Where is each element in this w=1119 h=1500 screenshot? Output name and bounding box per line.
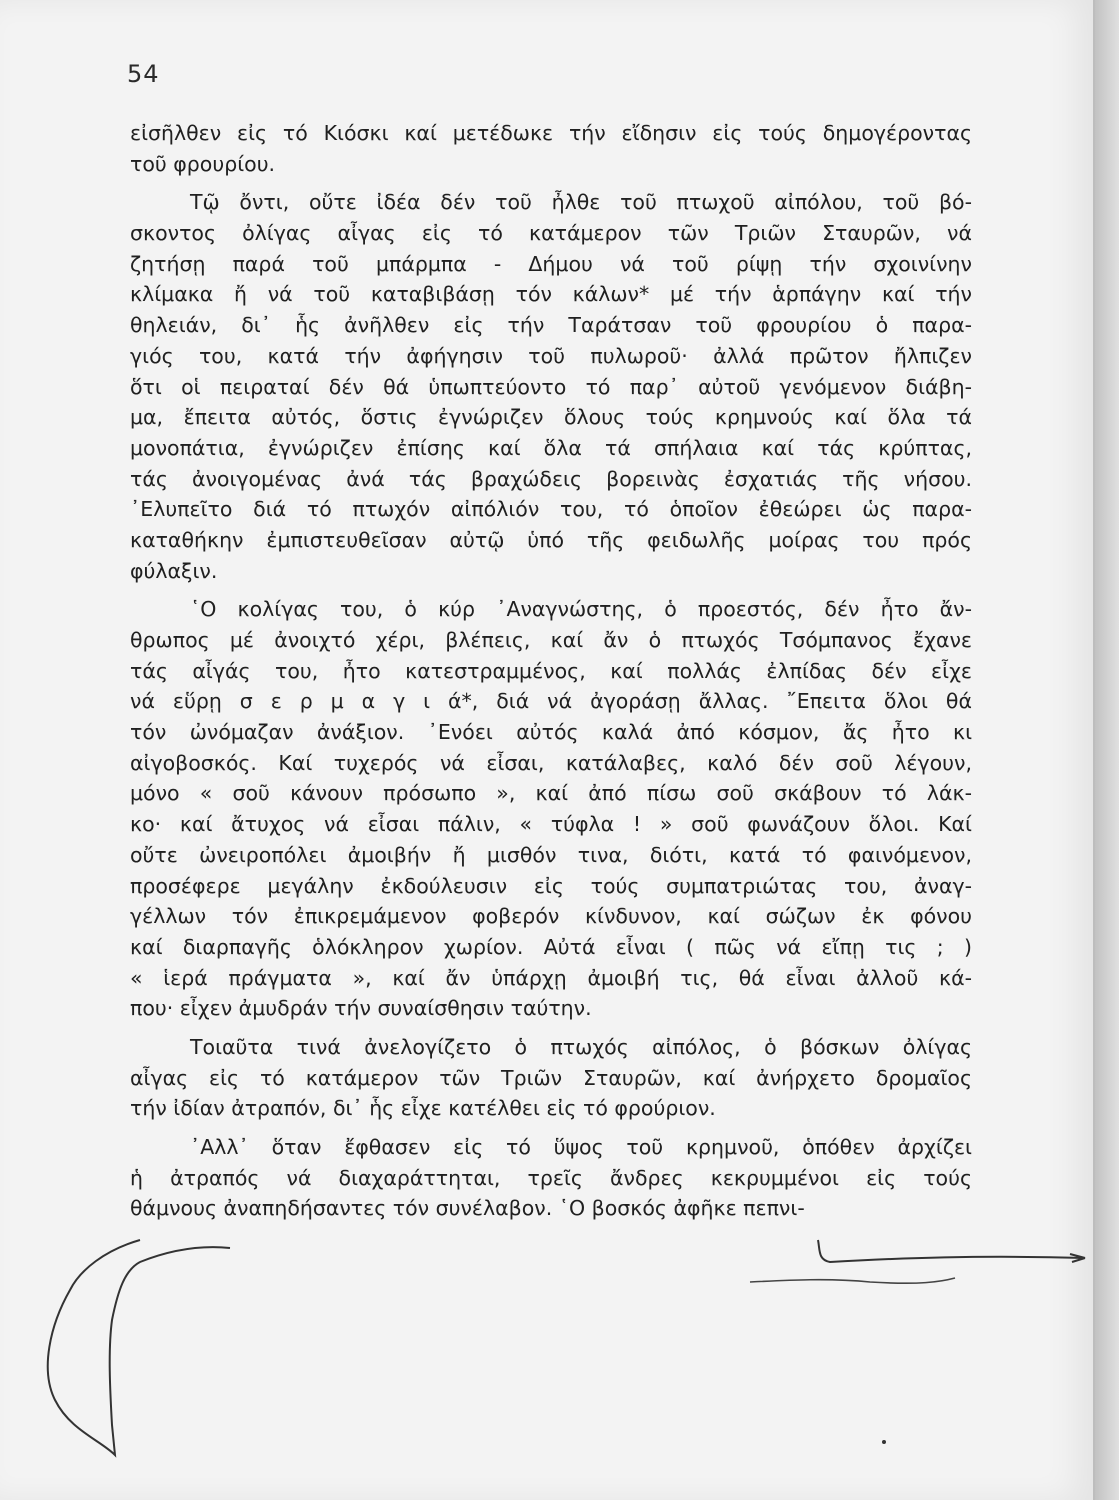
text-line: κο· καί ἄτυχος νά εἶσαι πάλιν, « τύφλα ! » σοῦ φωνάζουν ὅλοι. Καί <box>130 812 972 837</box>
text-line: φύλαξιν. <box>130 558 218 583</box>
strike-pen-stroke <box>750 1278 955 1283</box>
underline-pen-stroke <box>818 1240 1085 1262</box>
text-line: θρωπος μέ ἀνοιχτό χέρι, βλέπεις, καί ἄν ὁ πτωχός Τσόμπανος ἔχανε <box>130 628 972 652</box>
text-line: μόνο « σοῦ κάνουν πρόσωπο », καί ἀπό πίσω σοῦ σκάβουν τό λάκ- <box>130 781 972 806</box>
text-line: ᾿Αλλ᾿ ὅταν ἔφθασεν εἰς τό ὕψος τοῦ κρημνοῦ, ὁπόθεν ἀρχίζει <box>190 1135 972 1159</box>
text-line: σκοντος ὀλίγας αἶγας εἰς τό κατάμερον τῶν Τριῶν Σταυρῶν, νά <box>130 221 972 246</box>
text-line: προσέφερε μεγάλην ἐκδούλευσιν εἰς τούς συμπατριώτας του, ἀναγ- <box>130 873 972 898</box>
text-line: μα, ἔπειτα αὐτός, ὅστις ἐγνώριζεν ὅλους τούς κρημνούς καί ὅλα τά <box>130 405 972 430</box>
text-line: τάς αἶγάς του, ἦτο κατεστραμμένος, καί πολλάς ἐλπίδας δέν εἶχε <box>130 658 972 683</box>
text-line: εἰσῆλθεν εἰς τό Κιόσκι καί μετέδωκε τήν εἴδησιν εἰς τούς δημογέροντας <box>130 121 972 145</box>
text-line: κλίμακα ἤ νά τοῦ καταβιβάσῃ τόν κάλων* μέ τήν ἁρπάγην καί τήν <box>130 282 972 307</box>
paragraph-gap <box>130 1024 972 1032</box>
text-line: οὔτε ὠνειροπόλει ἀμοιβήν ἤ μισθόν τινα, διότι, κατά τό φαινόμενον, <box>130 842 972 867</box>
text-line: καταθήκην ἐμπιστευθεῖσαν αὐτῷ ὑπό τῆς φειδωλῆς μοίρας του πρός <box>130 527 972 552</box>
text-line: τήν ἰδίαν ἀτραπόν, δι᾿ ἧς εἶχε κατέλθει εἰς τό φρούριον. <box>130 1096 716 1121</box>
text-line: γέλλων τόν ἐπικρεμάμενον φοβερόν κίνδυνον, καί σώζων ἐκ φόνου <box>130 904 972 929</box>
text-line: Τοιαῦτα τινά ἀνελογίζετο ὁ πτωχός αἰπόλος, ὁ βόσκων ὀλίγας <box>190 1034 972 1059</box>
text-line: « ἱερά πράγματα », καί ἄν ὑπάρχῃ ἀμοιβή τις, θά εἶναι ἀλλοῦ κά- <box>130 965 972 990</box>
text-line: μονοπάτια, ἐγνώριζεν ἐπίσης καί ὅλα τά σπήλαια καί τάς κρύπτας, <box>130 435 972 460</box>
page-number: 54 <box>127 60 160 88</box>
text-line: που· εἶχεν ἀμυδράν τήν συναίσθησιν ταύτην. <box>130 996 592 1021</box>
text-line: γιός του, κατά τήν ἀφήγησιν τοῦ πυλωροῦ· ἀλλά πρῶτον ἤλπιζεν <box>130 343 972 368</box>
text-line: ζητήσῃ παρά τοῦ μπάρμπα - Δήμου νά τοῦ ρίψῃ τήν σχοινίνην <box>130 251 972 276</box>
paragraph-gap <box>130 179 972 187</box>
text-line: αἰγοβοσκός. Καί τυχερός νά εἶσαι, κατάλαβες, καλό δέν σοῦ λέγουν, <box>130 750 972 775</box>
text-line: ὅτι οἱ πειραταί δέν θά ὑπωπτεύοντο τό παρ᾿ αὐτοῦ γενόμενον διάβη- <box>130 374 972 399</box>
text-line: νά εὕρῃ σ ε ρ μ α γ ι ά*, διά νά ἀγοράσῃ ἄλλας. ῎Επειτα ὅλοι θά <box>130 689 972 714</box>
text-line: τάς ἀνοιγομένας ἀνά τάς βραχώδεις βορεινὰς ἐσχατιάς τῆς νήσου. <box>130 466 972 491</box>
paragraph-gap <box>130 586 972 594</box>
text-line: αἶγας εἰς τό κατάμερον τῶν Τριῶν Σταυρῶν, καί ἀνήρχετο δρομαῖος <box>130 1065 972 1090</box>
paragraph-gap <box>130 1124 972 1132</box>
text-line: ῾Ο κολίγας του, ὁ κύρ ᾿Αναγνώστης, ὁ προεστός, δέν ἦτο ἄν- <box>190 597 972 622</box>
ink-dot <box>882 1440 886 1444</box>
text-line: Τῷ ὄντι, οὔτε ἰδέα δέν τοῦ ἦλθε τοῦ πτωχοῦ αἰπόλου, τοῦ βό- <box>190 190 972 215</box>
text-line: θάμνους ἀναπηδήσαντες τόν συνέλαβον. ῾Ο βοσκός ἀφῆκε πεπνι- <box>130 1196 805 1221</box>
book-gutter <box>1095 0 1119 1500</box>
body-text <box>130 118 972 1224</box>
text-line: τόν ὠνόμαζαν ἀνάξιον. ᾿Ενόει αὐτός καλά ἀπό κόσμον, ἄς ἦτο κι <box>130 720 972 745</box>
text-line: θηλειάν, δι᾿ ἧς ἀνῆλθεν εἰς τήν Ταράτσαν τοῦ φρουρίου ὁ παρα- <box>130 313 972 338</box>
margin-pen-stroke <box>48 1240 230 1455</box>
text-line: ἡ ἀτραπός νά διαχαράττηται, τρεῖς ἄνδρες κεκρυμμένοι εἰς τούς <box>130 1165 972 1190</box>
text-line: ᾿Ελυπεῖτο διά τό πτωχόν αἰπόλιόν του, τό ὁποῖον ἐθεώρει ὡς παρα- <box>130 497 972 522</box>
text-line: καί διαρπαγῆς ὁλόκληρον χωρίον. Αὐτά εἶναι ( πῶς νά εἴπῃ τις ; ) <box>130 934 972 959</box>
text-line: τοῦ φρουρίου. <box>130 151 276 176</box>
